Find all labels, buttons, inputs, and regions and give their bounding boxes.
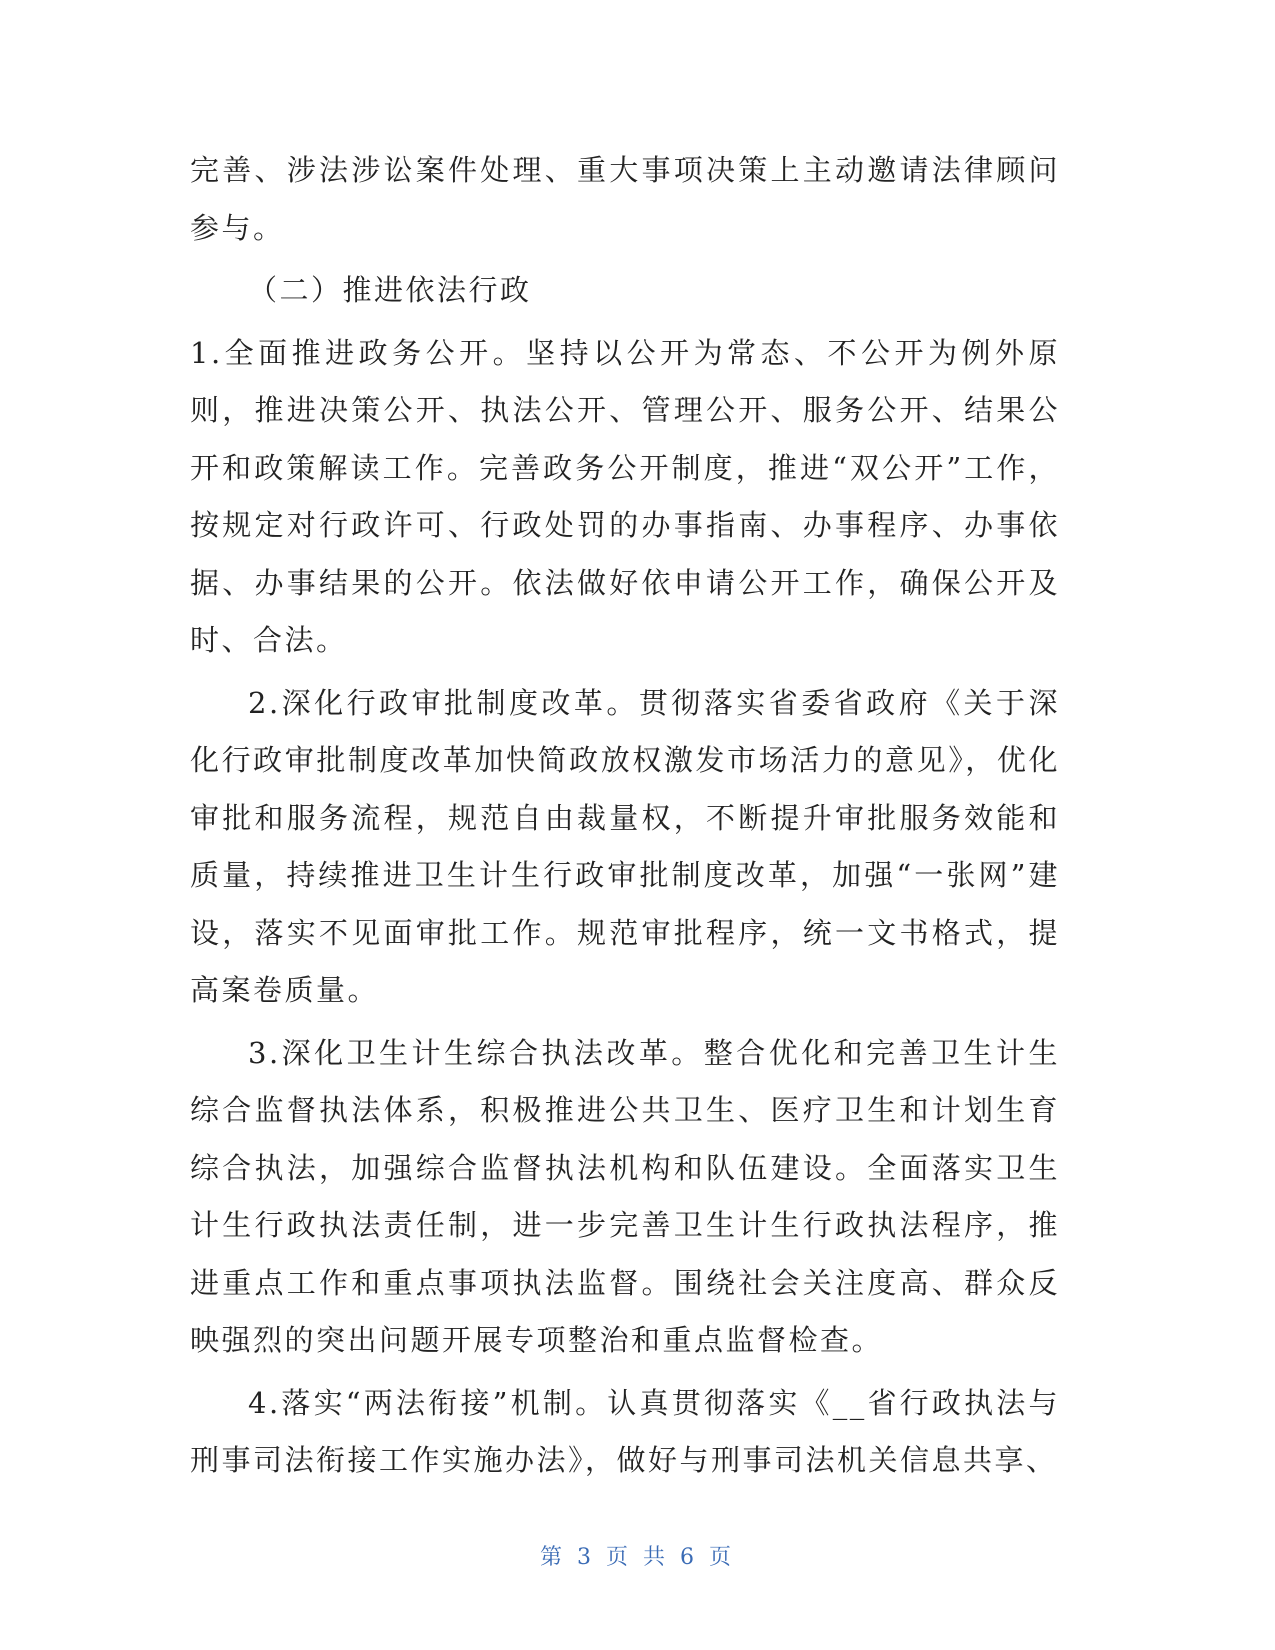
paragraph-continuation: 完善、涉法涉讼案件处理、重大事项决策上主动邀请法律顾问参与。 <box>190 153 1060 245</box>
section-heading: （二）推进依法行政 <box>248 273 532 307</box>
paragraph-item-2: 2.深化行政审批制度改革。贯彻落实省委省政府《关于深化行政审批制度改革加快简政放权激发市场活力的意见》，优化审批和服务流程，规范自由裁量权，不断提升审批服务效能和质量，持续推进卫生计生行政审批制度改革，加强“一张网”建设，落实不见面审批工作。规范审批程序，统一文书格式，提高案卷质量。 <box>190 685 1060 1007</box>
document-body <box>190 142 1060 1490</box>
paragraph-item-3: 3.深化卫生计生综合执法改革。整合优化和完善卫生计生综合监督执法体系，积极推进公共卫生、医疗卫生和计划生育综合执法，加强综合监督执法机构和队伍建设。全面落实卫生计生行政执法责任制，进一步完善卫生计生行政执法程序，推进重点工作和重点事项执法监督。围绕社会关注度高、群众反映强烈的突出问题开展专项整治和重点监督检查。 <box>190 1035 1060 1357</box>
page-number-label: 第 3 页 共 6 页 <box>540 1545 735 1570</box>
paragraph-item-1: 1.全面推进政务公开。坚持以公开为常态、不公开为例外原则，推进决策公开、执法公开、管理公开、服务公开、结果公开和政策解读工作。完善政务公开制度，推进“双公开”工作，按规定对行政许可、行政处罚的办事指南、办事程序、办事依据、办事结果的公开。依法做好依申请公开工作，确保公开及时、合法。 <box>190 335 1060 657</box>
page-footer <box>0 1540 1275 1571</box>
paragraph-item-4: 4.落实“两法衔接”机制。认真贯彻落实《__省行政执法与刑事司法衔接工作实施办法》，做好与刑事司法机关信息共享、 <box>190 1385 1060 1477</box>
